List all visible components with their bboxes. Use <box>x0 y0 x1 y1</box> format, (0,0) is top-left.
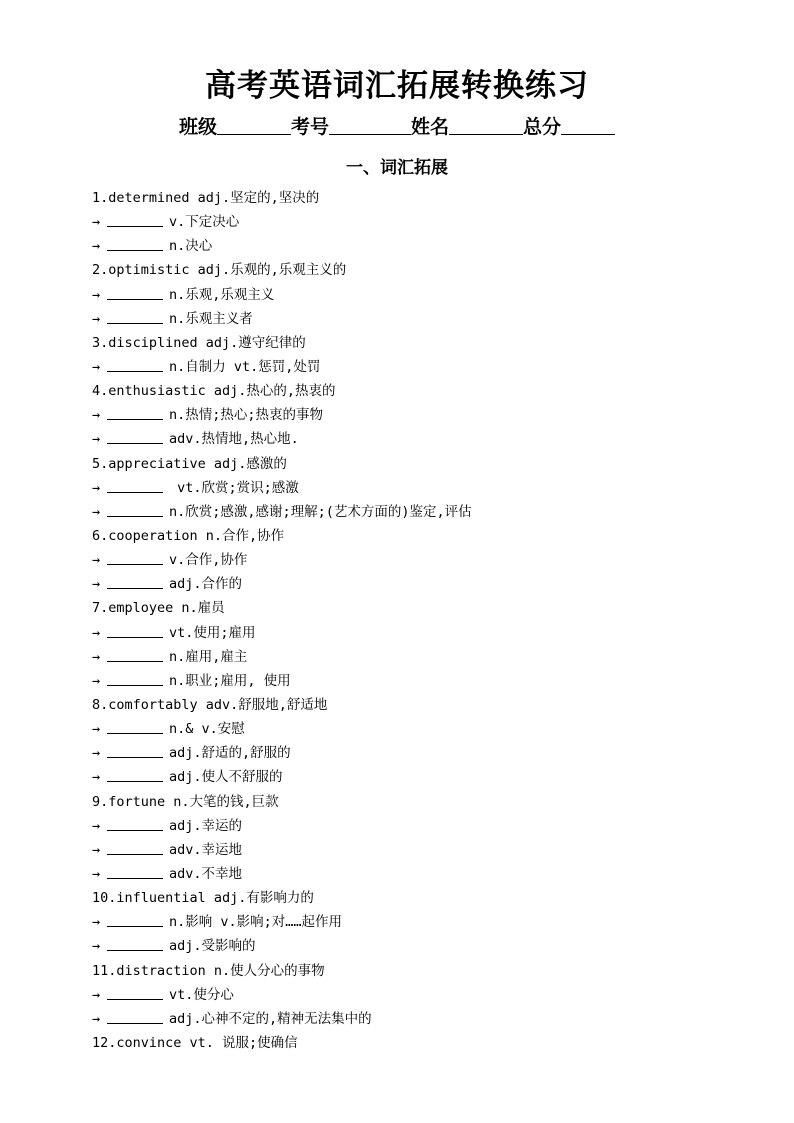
arrow-icon: → <box>92 986 101 1003</box>
headword-text: 9.fortune n.大笔的钱,巨款 <box>92 793 279 810</box>
vocab-blank-line <box>92 645 772 669</box>
answer-blank[interactable] <box>107 815 163 831</box>
name-label: 姓名 <box>411 116 450 138</box>
vocab-blank-line <box>92 910 772 934</box>
vocab-headword <box>92 790 772 814</box>
arrow-icon: → <box>92 841 101 858</box>
definition-text: vt.使分心 <box>169 986 234 1003</box>
student-info-row <box>0 112 794 139</box>
definition-text: adj.心神不定的,精神无法集中的 <box>169 1010 372 1027</box>
definition-text: vt.使用;雇用 <box>169 624 256 641</box>
definition-text: n.乐观主义者 <box>169 310 253 327</box>
vocab-blank-line <box>92 283 772 307</box>
vocab-blank-line <box>92 717 772 741</box>
vocab-blank-line <box>92 427 772 451</box>
vocab-blank-line <box>92 403 772 427</box>
vocab-blank-line <box>92 572 772 596</box>
headword-text: 3.disciplined adj.遵守纪律的 <box>92 334 306 351</box>
vocab-blank-line <box>92 234 772 258</box>
arrow-icon: → <box>92 938 101 955</box>
score-label: 总分 <box>523 116 562 138</box>
answer-blank[interactable] <box>107 284 163 300</box>
definition-text: adj.受影响的 <box>169 938 256 955</box>
answer-blank[interactable] <box>107 211 163 227</box>
vocab-blank-line <box>92 476 772 500</box>
vocab-headword <box>92 452 772 476</box>
vocab-headword <box>92 331 772 355</box>
arrow-icon: → <box>92 358 101 375</box>
vocab-blank-line <box>92 838 772 862</box>
exam-no-blank[interactable] <box>329 116 411 135</box>
vocabulary-list <box>92 186 772 1055</box>
answer-blank[interactable] <box>107 1008 163 1024</box>
vocab-blank-line <box>92 741 772 765</box>
definition-text: vt.欣赏;赏识;感激 <box>169 479 299 496</box>
answer-blank[interactable] <box>107 235 163 251</box>
vocab-headword <box>92 258 772 282</box>
answer-blank[interactable] <box>107 984 163 1000</box>
score-blank[interactable] <box>561 116 615 135</box>
definition-text: n.欣赏;感激,感谢;理解;(艺术方面的)鉴定,评估 <box>169 503 472 520</box>
arrow-icon: → <box>92 503 101 520</box>
vocab-blank-line <box>92 862 772 886</box>
definition-text: adj.合作的 <box>169 576 243 593</box>
class-blank[interactable] <box>217 116 291 135</box>
definition-text: n.职业;雇用, 使用 <box>169 672 291 689</box>
definition-text: n.雇用,雇主 <box>169 648 248 665</box>
arrow-icon: → <box>92 238 101 255</box>
arrow-icon: → <box>92 769 101 786</box>
answer-blank[interactable] <box>107 839 163 855</box>
vocab-blank-line <box>92 548 772 572</box>
answer-blank[interactable] <box>107 742 163 758</box>
arrow-icon: → <box>92 865 101 882</box>
vocab-headword <box>92 186 772 210</box>
answer-blank[interactable] <box>107 404 163 420</box>
vocab-blank-line <box>92 983 772 1007</box>
vocab-blank-line <box>92 210 772 234</box>
definition-text: v.下定决心 <box>169 214 240 231</box>
definition-text: n.自制力 vt.惩罚,处罚 <box>169 358 321 375</box>
definition-text: adj.使人不舒服的 <box>169 769 283 786</box>
vocab-headword <box>92 693 772 717</box>
definition-text: n.乐观,乐观主义 <box>169 286 275 303</box>
answer-blank[interactable] <box>107 573 163 589</box>
arrow-icon: → <box>92 407 101 424</box>
answer-blank[interactable] <box>107 646 163 662</box>
headword-text: 4.enthusiastic adj.热心的,热衷的 <box>92 383 336 400</box>
arrow-icon: → <box>92 624 101 641</box>
headword-text: 6.cooperation n.合作,协作 <box>92 527 285 544</box>
headword-text: 2.optimistic adj.乐观的,乐观主义的 <box>92 262 347 279</box>
answer-blank[interactable] <box>107 911 163 927</box>
definition-text: v.合作,协作 <box>169 552 248 569</box>
arrow-icon: → <box>92 745 101 762</box>
vocab-headword <box>92 959 772 983</box>
vocab-blank-line <box>92 814 772 838</box>
arrow-icon: → <box>92 648 101 665</box>
headword-text: 12.convince vt. 说服;使确信 <box>92 1034 298 1051</box>
definition-text: adj.舒适的,舒服的 <box>169 745 291 762</box>
answer-blank[interactable] <box>107 622 163 638</box>
vocab-blank-line <box>92 355 772 379</box>
answer-blank[interactable] <box>107 356 163 372</box>
answer-blank[interactable] <box>107 428 163 444</box>
definition-text: n.热情;热心;热衷的事物 <box>169 407 324 424</box>
definition-text: n.决心 <box>169 238 213 255</box>
page-title: 高考英语词汇拓展转换练习 <box>205 68 589 104</box>
section-heading: 一、词汇拓展 <box>346 158 448 178</box>
vocab-headword <box>92 524 772 548</box>
arrow-icon: → <box>92 914 101 931</box>
answer-blank[interactable] <box>107 766 163 782</box>
answer-blank[interactable] <box>107 549 163 565</box>
vocab-blank-line <box>92 765 772 789</box>
vocab-blank-line <box>92 621 772 645</box>
vocab-blank-line <box>92 307 772 331</box>
arrow-icon: → <box>92 431 101 448</box>
definition-text: adj.幸运的 <box>169 817 243 834</box>
definition-text: n.& v.安慰 <box>169 721 245 738</box>
answer-blank[interactable] <box>107 670 163 686</box>
definition-text: adv.热情地,热心地. <box>169 431 299 448</box>
vocab-blank-line <box>92 669 772 693</box>
answer-blank[interactable] <box>107 477 163 493</box>
headword-text: 1.determined adj.坚定的,坚决的 <box>92 190 320 206</box>
name-blank[interactable] <box>449 116 523 135</box>
headword-text: 10.influential adj.有影响力的 <box>92 890 314 907</box>
exam-no-label: 考号 <box>290 116 329 138</box>
headword-text: 7.employee n.雇员 <box>92 600 225 617</box>
vocab-headword <box>92 1031 772 1055</box>
vocab-blank-line <box>92 1007 772 1031</box>
arrow-icon: → <box>92 576 101 593</box>
answer-blank[interactable] <box>107 935 163 951</box>
answer-blank[interactable] <box>107 501 163 517</box>
headword-text: 11.distraction n.使人分心的事物 <box>92 962 325 979</box>
vocab-blank-line <box>92 934 772 958</box>
arrow-icon: → <box>92 672 101 689</box>
arrow-icon: → <box>92 214 101 231</box>
definition-text: n.影响 v.影响;对……起作用 <box>169 914 343 931</box>
definition-text: adv.幸运地 <box>169 841 243 858</box>
arrow-icon: → <box>92 817 101 834</box>
vocab-blank-line <box>92 500 772 524</box>
arrow-icon: → <box>92 479 101 496</box>
arrow-icon: → <box>92 552 101 569</box>
headword-text: 8.comfortably adv.舒服地,舒适地 <box>92 696 328 713</box>
arrow-icon: → <box>92 721 101 738</box>
vocab-headword <box>92 379 772 403</box>
vocab-headword <box>92 886 772 910</box>
answer-blank[interactable] <box>107 718 163 734</box>
definition-text: adv.不幸地 <box>169 865 243 882</box>
vocab-headword <box>92 596 772 620</box>
arrow-icon: → <box>92 310 101 327</box>
answer-blank[interactable] <box>107 308 163 324</box>
headword-text: 5.appreciative adj.感激的 <box>92 455 287 472</box>
answer-blank[interactable] <box>107 863 163 879</box>
class-label: 班级 <box>178 116 217 138</box>
arrow-icon: → <box>92 286 101 303</box>
arrow-icon: → <box>92 1010 101 1027</box>
